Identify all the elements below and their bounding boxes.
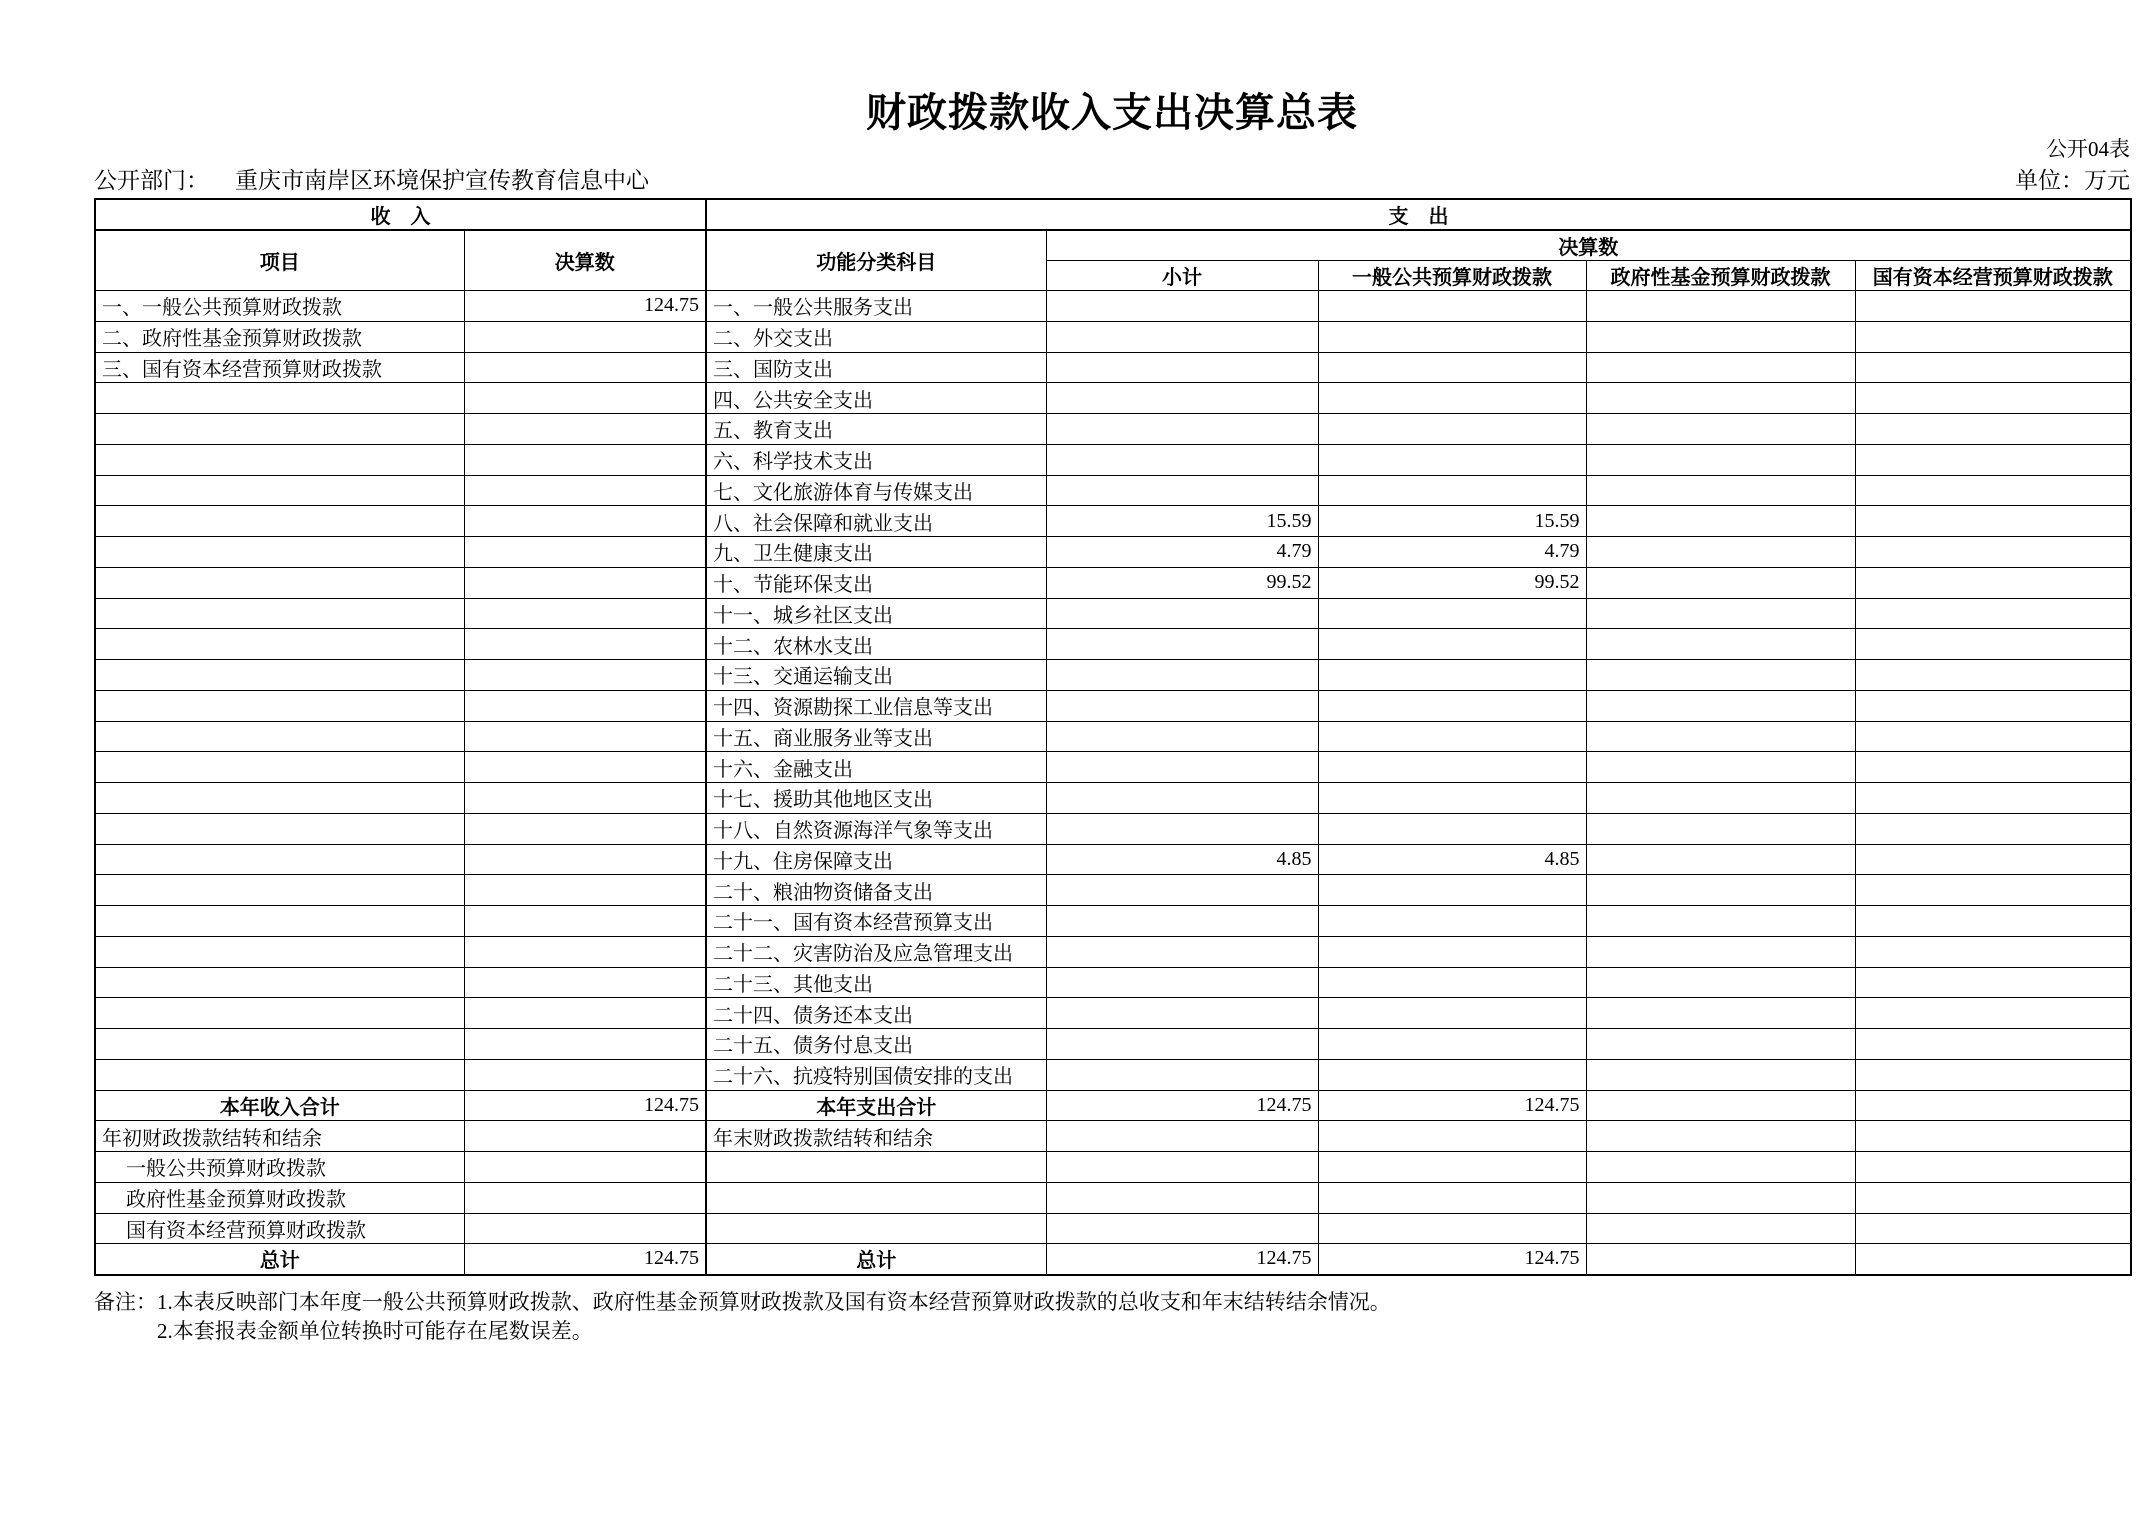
- exp-subtotal-cell: [1046, 1213, 1318, 1244]
- exp-govfund-cell: [1586, 998, 1855, 1029]
- exp-general-cell: [1318, 721, 1586, 752]
- income-value-cell: [464, 383, 706, 414]
- department-line: [94, 167, 649, 194]
- table-row: [95, 567, 2131, 598]
- income-value-cell: [464, 1213, 706, 1244]
- exp-subtotal-cell: [1046, 598, 1318, 629]
- exp-govfund-cell: [1586, 629, 1855, 660]
- exp-govfund-cell: [1586, 783, 1855, 814]
- exp-statecap-cell: [1855, 936, 2131, 967]
- exp-subtotal-cell: 15.59: [1046, 506, 1318, 537]
- exp-govfund-cell: [1586, 1121, 1855, 1152]
- table-row: [95, 998, 2131, 1029]
- exp-govfund-cell: [1586, 660, 1855, 691]
- exp-subtotal-cell: 4.79: [1046, 537, 1318, 568]
- exp-subtotal-cell: [1046, 660, 1318, 691]
- income-value-cell: [464, 1029, 706, 1060]
- exp-subtotal-cell: [1046, 444, 1318, 475]
- exp-govfund-cell: [1586, 1059, 1855, 1090]
- income-item-cell: [95, 1029, 464, 1060]
- income-value-cell: [464, 967, 706, 998]
- table-row: [95, 598, 2131, 629]
- exp-statecap-cell: [1855, 906, 2131, 937]
- income-item-cell: [95, 690, 464, 721]
- exp-statecap-cell: [1855, 444, 2131, 475]
- exp-statecap-cell: [1855, 1059, 2131, 1090]
- exp-general-cell: [1318, 998, 1586, 1029]
- table-row: [95, 629, 2131, 660]
- table-row: [95, 721, 2131, 752]
- exp-item-cell: 七、文化旅游体育与传媒支出: [706, 475, 1046, 506]
- exp-govfund-cell: [1586, 875, 1855, 906]
- exp-statecap-cell: [1855, 537, 2131, 568]
- header-exp-general-budget: 一般公共预算财政拨款: [1318, 261, 1586, 291]
- exp-general-cell: [1318, 598, 1586, 629]
- exp-general-cell: [1318, 475, 1586, 506]
- income-value-cell: [464, 537, 706, 568]
- exp-item-cell: [706, 1182, 1046, 1213]
- exp-govfund-cell: [1586, 1029, 1855, 1060]
- exp-general-cell: [1318, 967, 1586, 998]
- exp-subtotal-cell: 124.75: [1046, 1244, 1318, 1275]
- exp-govfund-cell: [1586, 844, 1855, 875]
- table-row: [95, 383, 2131, 414]
- income-item-cell: [95, 813, 464, 844]
- exp-subtotal-cell: [1046, 1121, 1318, 1152]
- exp-subtotal-cell: [1046, 721, 1318, 752]
- exp-general-cell: [1318, 752, 1586, 783]
- exp-general-cell: [1318, 629, 1586, 660]
- exp-general-cell: [1318, 1213, 1586, 1244]
- table-row: [95, 291, 2131, 322]
- income-item-cell: [95, 475, 464, 506]
- table-row: [95, 967, 2131, 998]
- header-exp-amount-group: 决算数: [1046, 230, 2131, 261]
- header-exp-state-capital: 国有资本经营预算财政拨款: [1855, 261, 2131, 291]
- exp-item-cell: 一、一般公共服务支出: [706, 291, 1046, 322]
- table-row: [95, 1090, 2131, 1121]
- exp-item-cell: 八、社会保障和就业支出: [706, 506, 1046, 537]
- income-item-cell: 二、政府性基金预算财政拨款: [95, 321, 464, 352]
- income-item-cell: 政府性基金预算财政拨款: [95, 1182, 464, 1213]
- exp-item-cell: 六、科学技术支出: [706, 444, 1046, 475]
- income-value-cell: [464, 629, 706, 660]
- exp-subtotal-cell: [1046, 321, 1318, 352]
- table-row: [95, 752, 2131, 783]
- exp-item-cell: 十三、交通运输支出: [706, 660, 1046, 691]
- exp-govfund-cell: [1586, 567, 1855, 598]
- exp-item-cell: 二十六、抗疫特别国债安排的支出: [706, 1059, 1046, 1090]
- exp-item-cell: 五、教育支出: [706, 414, 1046, 445]
- income-item-cell: [95, 875, 464, 906]
- table-row: [95, 690, 2131, 721]
- income-value-cell: [464, 414, 706, 445]
- header-exp-category: 功能分类科目: [706, 230, 1046, 291]
- exp-subtotal-cell: 124.75: [1046, 1090, 1318, 1121]
- exp-item-cell: [706, 1213, 1046, 1244]
- exp-statecap-cell: [1855, 1213, 2131, 1244]
- exp-item-cell: 总计: [706, 1244, 1046, 1275]
- header-expenditure-group: 支 出: [706, 199, 2131, 230]
- exp-statecap-cell: [1855, 1244, 2131, 1275]
- exp-subtotal-cell: [1046, 875, 1318, 906]
- page-title: 财政拨款收入支出决算总表: [866, 90, 1358, 135]
- exp-general-cell: [1318, 936, 1586, 967]
- header-income-item: 项目: [95, 230, 464, 291]
- income-item-cell: [95, 844, 464, 875]
- exp-general-cell: 4.79: [1318, 537, 1586, 568]
- income-item-cell: [95, 537, 464, 568]
- income-value-cell: [464, 906, 706, 937]
- table-row: [95, 1244, 2131, 1275]
- income-item-cell: [95, 660, 464, 691]
- exp-govfund-cell: [1586, 291, 1855, 322]
- exp-statecap-cell: [1855, 875, 2131, 906]
- table-row: [95, 1213, 2131, 1244]
- exp-item-cell: 二十五、债务付息支出: [706, 1029, 1046, 1060]
- exp-govfund-cell: [1586, 444, 1855, 475]
- footnote-1: 备注：1.本表反映部门本年度一般公共预算财政拨款、政府性基金预算财政拨款及国有资本经营预算财政拨款的总收支和年末结转结余情况。: [94, 1289, 1391, 1314]
- exp-item-cell: 四、公共安全支出: [706, 383, 1046, 414]
- income-item-cell: 一、一般公共预算财政拨款: [95, 291, 464, 322]
- header-income-amount: 决算数: [464, 230, 706, 291]
- exp-statecap-cell: [1855, 598, 2131, 629]
- exp-govfund-cell: [1586, 813, 1855, 844]
- header-exp-subtotal: 小计: [1046, 261, 1318, 291]
- exp-general-cell: 15.59: [1318, 506, 1586, 537]
- exp-govfund-cell: [1586, 1152, 1855, 1183]
- exp-item-cell: 十二、农林水支出: [706, 629, 1046, 660]
- exp-subtotal-cell: [1046, 752, 1318, 783]
- exp-general-cell: [1318, 1059, 1586, 1090]
- exp-statecap-cell: [1855, 321, 2131, 352]
- income-item-cell: [95, 629, 464, 660]
- exp-item-cell: 十六、金融支出: [706, 752, 1046, 783]
- income-value-cell: [464, 844, 706, 875]
- exp-item-cell: 九、卫生健康支出: [706, 537, 1046, 568]
- income-value-cell: [464, 721, 706, 752]
- exp-subtotal-cell: 4.85: [1046, 844, 1318, 875]
- income-value-cell: [464, 752, 706, 783]
- exp-general-cell: [1318, 783, 1586, 814]
- exp-statecap-cell: [1855, 475, 2131, 506]
- exp-subtotal-cell: [1046, 813, 1318, 844]
- table-row: [95, 1059, 2131, 1090]
- footnotes: [94, 1288, 2130, 1346]
- exp-govfund-cell: [1586, 506, 1855, 537]
- income-value-cell: 124.75: [464, 291, 706, 322]
- exp-general-cell: 124.75: [1318, 1244, 1586, 1275]
- exp-general-cell: [1318, 1029, 1586, 1060]
- exp-statecap-cell: [1855, 1029, 2131, 1060]
- exp-subtotal-cell: 99.52: [1046, 567, 1318, 598]
- exp-item-cell: 二十四、债务还本支出: [706, 998, 1046, 1029]
- table-row: [95, 1152, 2131, 1183]
- exp-govfund-cell: [1586, 690, 1855, 721]
- exp-govfund-cell: [1586, 967, 1855, 998]
- table-row: [95, 1182, 2131, 1213]
- income-item-cell: [95, 444, 464, 475]
- exp-statecap-cell: [1855, 690, 2131, 721]
- exp-govfund-cell: [1586, 598, 1855, 629]
- exp-statecap-cell: [1855, 1090, 2131, 1121]
- exp-govfund-cell: [1586, 906, 1855, 937]
- exp-subtotal-cell: [1046, 1059, 1318, 1090]
- income-value-cell: [464, 998, 706, 1029]
- table-row: [95, 936, 2131, 967]
- exp-statecap-cell: [1855, 998, 2131, 1029]
- report-sheet: [94, 0, 2130, 1346]
- income-value-cell: [464, 690, 706, 721]
- table-row: [95, 783, 2131, 814]
- exp-subtotal-cell: [1046, 1029, 1318, 1060]
- exp-item-cell: 十五、商业服务业等支出: [706, 721, 1046, 752]
- exp-statecap-cell: [1855, 844, 2131, 875]
- table-row: [95, 537, 2131, 568]
- exp-subtotal-cell: [1046, 1182, 1318, 1213]
- income-item-cell: [95, 721, 464, 752]
- unit-label: 单位：万元: [2015, 168, 2130, 193]
- exp-item-cell: 本年支出合计: [706, 1090, 1046, 1121]
- exp-statecap-cell: [1855, 1121, 2131, 1152]
- income-value-cell: [464, 598, 706, 629]
- exp-statecap-cell: [1855, 1152, 2131, 1183]
- exp-general-cell: [1318, 321, 1586, 352]
- exp-statecap-cell: [1855, 352, 2131, 383]
- exp-subtotal-cell: [1046, 967, 1318, 998]
- table-row: [95, 1121, 2131, 1152]
- exp-govfund-cell: [1586, 1182, 1855, 1213]
- exp-general-cell: 99.52: [1318, 567, 1586, 598]
- table-row: [95, 660, 2131, 691]
- table-body: [95, 291, 2131, 1275]
- exp-general-cell: 4.85: [1318, 844, 1586, 875]
- meta-line: [94, 167, 2130, 194]
- table-row: [95, 506, 2131, 537]
- table-row: [95, 844, 2131, 875]
- exp-statecap-cell: [1855, 414, 2131, 445]
- department-label: 公开部门：: [94, 168, 209, 193]
- exp-item-cell: 二十一、国有资本经营预算支出: [706, 906, 1046, 937]
- exp-item-cell: 二十二、灾害防治及应急管理支出: [706, 936, 1046, 967]
- exp-item-cell: 二、外交支出: [706, 321, 1046, 352]
- exp-subtotal-cell: [1046, 475, 1318, 506]
- income-value-cell: [464, 660, 706, 691]
- income-item-cell: [95, 936, 464, 967]
- exp-subtotal-cell: [1046, 414, 1318, 445]
- exp-general-cell: [1318, 906, 1586, 937]
- income-item-cell: [95, 567, 464, 598]
- income-value-cell: [464, 1121, 706, 1152]
- exp-item-cell: 十八、自然资源海洋气象等支出: [706, 813, 1046, 844]
- income-value-cell: 124.75: [464, 1090, 706, 1121]
- income-item-cell: [95, 506, 464, 537]
- table-row: [95, 414, 2131, 445]
- table-row: [95, 475, 2131, 506]
- footnote-2: 2.本套报表金额单位转换时可能存在尾数误差。: [157, 1318, 593, 1343]
- exp-govfund-cell: [1586, 1213, 1855, 1244]
- income-item-cell: 一般公共预算财政拨款: [95, 1152, 464, 1183]
- income-item-cell: [95, 414, 464, 445]
- table-row: [95, 1029, 2131, 1060]
- exp-general-cell: [1318, 660, 1586, 691]
- income-item-cell: [95, 1059, 464, 1090]
- exp-statecap-cell: [1855, 291, 2131, 322]
- income-value-cell: [464, 1152, 706, 1183]
- exp-item-cell: [706, 1152, 1046, 1183]
- exp-govfund-cell: [1586, 414, 1855, 445]
- income-item-cell: [95, 783, 464, 814]
- income-value-cell: [464, 567, 706, 598]
- fiscal-summary-table: [94, 198, 2132, 1276]
- income-item-cell: [95, 598, 464, 629]
- exp-statecap-cell: [1855, 967, 2131, 998]
- exp-general-cell: [1318, 1182, 1586, 1213]
- exp-govfund-cell: [1586, 1244, 1855, 1275]
- exp-statecap-cell: [1855, 783, 2131, 814]
- exp-item-cell: 十一、城乡社区支出: [706, 598, 1046, 629]
- exp-general-cell: [1318, 414, 1586, 445]
- exp-govfund-cell: [1586, 936, 1855, 967]
- exp-statecap-cell: [1855, 721, 2131, 752]
- exp-subtotal-cell: [1046, 690, 1318, 721]
- exp-govfund-cell: [1586, 383, 1855, 414]
- exp-govfund-cell: [1586, 752, 1855, 783]
- exp-subtotal-cell: [1046, 998, 1318, 1029]
- income-item-cell: 总计: [95, 1244, 464, 1275]
- income-value-cell: [464, 1182, 706, 1213]
- exp-subtotal-cell: [1046, 906, 1318, 937]
- exp-general-cell: [1318, 1152, 1586, 1183]
- exp-general-cell: [1318, 383, 1586, 414]
- income-value-cell: [464, 783, 706, 814]
- income-value-cell: [464, 813, 706, 844]
- exp-item-cell: 年末财政拨款结转和结余: [706, 1121, 1046, 1152]
- exp-general-cell: [1318, 690, 1586, 721]
- exp-statecap-cell: [1855, 660, 2131, 691]
- table-row: [95, 352, 2131, 383]
- exp-govfund-cell: [1586, 537, 1855, 568]
- income-item-cell: 本年收入合计: [95, 1090, 464, 1121]
- exp-general-cell: [1318, 291, 1586, 322]
- exp-item-cell: 十、节能环保支出: [706, 567, 1046, 598]
- exp-statecap-cell: [1855, 1182, 2131, 1213]
- exp-item-cell: 十九、住房保障支出: [706, 844, 1046, 875]
- income-item-cell: 国有资本经营预算财政拨款: [95, 1213, 464, 1244]
- exp-general-cell: [1318, 444, 1586, 475]
- exp-govfund-cell: [1586, 352, 1855, 383]
- exp-statecap-cell: [1855, 567, 2131, 598]
- exp-govfund-cell: [1586, 321, 1855, 352]
- exp-general-cell: [1318, 352, 1586, 383]
- table-row: [95, 444, 2131, 475]
- header-income-group: 收 入: [95, 199, 706, 230]
- exp-govfund-cell: [1586, 475, 1855, 506]
- income-item-cell: 年初财政拨款结转和结余: [95, 1121, 464, 1152]
- table-row: [95, 906, 2131, 937]
- income-value-cell: [464, 444, 706, 475]
- table-row: [95, 813, 2131, 844]
- exp-general-cell: [1318, 1121, 1586, 1152]
- income-value-cell: [464, 352, 706, 383]
- income-value-cell: [464, 875, 706, 906]
- income-value-cell: [464, 1059, 706, 1090]
- exp-statecap-cell: [1855, 506, 2131, 537]
- income-value-cell: [464, 475, 706, 506]
- exp-item-cell: 十四、资源勘探工业信息等支出: [706, 690, 1046, 721]
- header-exp-gov-fund: 政府性基金预算财政拨款: [1586, 261, 1855, 291]
- exp-statecap-cell: [1855, 813, 2131, 844]
- exp-item-cell: 十七、援助其他地区支出: [706, 783, 1046, 814]
- table-row: [95, 321, 2131, 352]
- income-item-cell: [95, 383, 464, 414]
- income-item-cell: [95, 998, 464, 1029]
- form-code: 公开04表: [2046, 137, 2130, 161]
- table-row: [95, 875, 2131, 906]
- income-item-cell: [95, 906, 464, 937]
- exp-govfund-cell: [1586, 721, 1855, 752]
- income-value-cell: [464, 936, 706, 967]
- exp-general-cell: [1318, 875, 1586, 906]
- exp-subtotal-cell: [1046, 383, 1318, 414]
- income-value-cell: 124.75: [464, 1244, 706, 1275]
- income-item-cell: [95, 752, 464, 783]
- exp-subtotal-cell: [1046, 291, 1318, 322]
- exp-statecap-cell: [1855, 629, 2131, 660]
- exp-general-cell: [1318, 813, 1586, 844]
- exp-item-cell: 二十、粮油物资储备支出: [706, 875, 1046, 906]
- exp-govfund-cell: [1586, 1090, 1855, 1121]
- income-item-cell: 三、国有资本经营预算财政拨款: [95, 352, 464, 383]
- exp-general-cell: 124.75: [1318, 1090, 1586, 1121]
- exp-statecap-cell: [1855, 752, 2131, 783]
- exp-subtotal-cell: [1046, 1152, 1318, 1183]
- exp-subtotal-cell: [1046, 629, 1318, 660]
- income-value-cell: [464, 321, 706, 352]
- income-item-cell: [95, 967, 464, 998]
- department-name: 重庆市南岸区环境保护宣传教育信息中心: [235, 168, 649, 193]
- exp-subtotal-cell: [1046, 783, 1318, 814]
- exp-statecap-cell: [1855, 383, 2131, 414]
- exp-item-cell: 三、国防支出: [706, 352, 1046, 383]
- exp-item-cell: 二十三、其他支出: [706, 967, 1046, 998]
- income-value-cell: [464, 506, 706, 537]
- exp-subtotal-cell: [1046, 936, 1318, 967]
- exp-subtotal-cell: [1046, 352, 1318, 383]
